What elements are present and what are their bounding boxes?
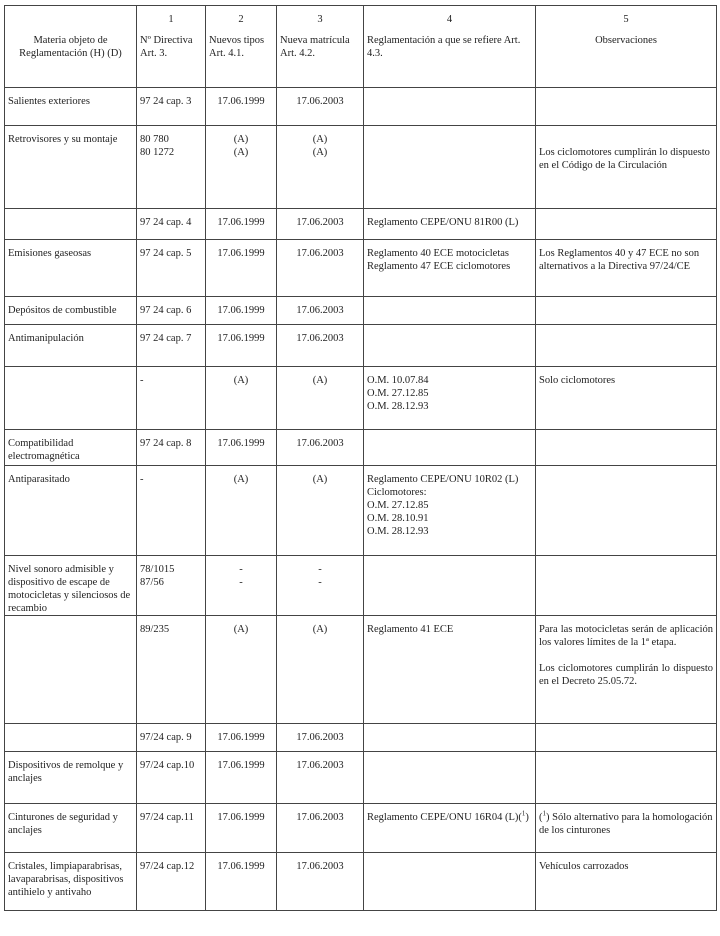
table-row: [5, 297, 717, 325]
materia-label: Antiparasitado: [8, 474, 70, 485]
header-reglamentacion: [364, 6, 536, 88]
header-nueva-matricula: [277, 6, 364, 88]
directiva-line: 80 1272: [140, 147, 175, 158]
table-row: [5, 126, 717, 209]
observaciones-line: [539, 133, 713, 146]
directiva-cell: [137, 556, 206, 616]
materia-cell: [5, 616, 137, 724]
nueva-matricula-cell: [277, 209, 364, 240]
nuevos-tipos-line: 17.06.1999: [217, 248, 265, 259]
nuevos-tipos-line: -: [239, 577, 243, 588]
observaciones-line: [539, 649, 713, 662]
nuevos-tipos-cell: [206, 297, 277, 325]
observaciones-cell: [536, 466, 717, 556]
table-row: [5, 325, 717, 367]
nueva-matricula-line: -: [318, 564, 322, 575]
observaciones-cell: [536, 325, 717, 367]
nuevos-tipos-cell: [206, 88, 277, 126]
materia-cell: [5, 325, 137, 367]
table-row: [5, 466, 717, 556]
reglamentacion-line: Reglamento 41 ECE: [367, 624, 454, 635]
materia-cell: [5, 853, 137, 911]
directiva-line: 87/56: [140, 577, 164, 588]
header-col1-label: Nº Directiva Art. 3.: [140, 35, 193, 59]
nuevos-tipos-line: 17.06.1999: [217, 333, 265, 344]
nueva-matricula-line: (A): [312, 375, 328, 386]
observaciones-line: Los ciclomotores cumplirán lo dispuesto en el Código de la Circulación: [539, 147, 710, 171]
header-observaciones: [536, 6, 717, 88]
nueva-matricula-cell: [277, 616, 364, 724]
reglamentacion-cell: [364, 616, 536, 724]
reglamentacion-cell: [364, 752, 536, 804]
nuevos-tipos-cell: [206, 466, 277, 556]
nueva-matricula-cell: [277, 752, 364, 804]
observaciones-line: ($^1$) Sólo alternativo para la homologación de los cinturones: [539, 809, 713, 836]
nuevos-tipos-cell: [206, 724, 277, 752]
reglamentacion-cell: [364, 853, 536, 911]
table-row: [5, 804, 717, 853]
header-directiva: [137, 6, 206, 88]
nuevos-tipos-cell: [206, 325, 277, 367]
reglamentacion-line: Ciclomotores:: [367, 487, 427, 498]
reglamentacion-cell: [364, 126, 536, 209]
nuevos-tipos-line: (A): [233, 375, 249, 386]
nuevos-tipos-line: -: [239, 564, 243, 575]
directiva-cell: [137, 430, 206, 466]
directiva-line: -: [140, 474, 144, 485]
header-col1-number: 1: [168, 14, 174, 25]
observaciones-line: Solo ciclomotores: [539, 375, 616, 386]
reglamentacion-cell: [364, 430, 536, 466]
nuevos-tipos-line: (A): [233, 134, 249, 145]
nuevos-tipos-line: 17.06.1999: [217, 812, 265, 823]
directiva-line: 97/24 cap.12: [140, 861, 195, 872]
nueva-matricula-cell: [277, 853, 364, 911]
observaciones-cell: [536, 853, 717, 911]
header-col5-number: 5: [623, 14, 629, 25]
directiva-cell: [137, 367, 206, 430]
nueva-matricula-line: 17.06.2003: [296, 333, 344, 344]
nueva-matricula-cell: [277, 430, 364, 466]
materia-cell: [5, 297, 137, 325]
directiva-cell: [137, 752, 206, 804]
table-row: [5, 88, 717, 126]
reglamentacion-line: Reglamento 40 ECE motocicletas: [367, 248, 510, 259]
directiva-line: 97/24 cap.10: [140, 760, 195, 771]
nueva-matricula-line: 17.06.2003: [296, 305, 344, 316]
observaciones-cell: [536, 430, 717, 466]
directiva-cell: [137, 209, 206, 240]
nuevos-tipos-cell: [206, 430, 277, 466]
table-row: [5, 724, 717, 752]
nuevos-tipos-line: (A): [233, 474, 249, 485]
nueva-matricula-line: 17.06.2003: [296, 217, 344, 228]
observaciones-cell: [536, 297, 717, 325]
reglamentacion-line: Reglamento CEPE/ONU 16R04 (L)($^1$): [367, 809, 529, 823]
reglamentacion-line: O.M. 27.12.85: [367, 388, 429, 399]
materia-cell: [5, 126, 137, 209]
observaciones-line: Los ciclomotores cumplirán lo dispuesto en el Decreto 25.05.72.: [539, 663, 713, 687]
materia-label: Cinturones de seguridad y anclajes: [8, 812, 118, 836]
nueva-matricula-cell: [277, 88, 364, 126]
nueva-matricula-line: 17.06.2003: [296, 732, 344, 743]
nuevos-tipos-line: 17.06.1999: [217, 217, 265, 228]
header-col4-number: 4: [446, 14, 453, 25]
observaciones-cell: [536, 724, 717, 752]
directiva-line: 80 780: [140, 134, 169, 145]
nuevos-tipos-cell: [206, 367, 277, 430]
directiva-cell: [137, 466, 206, 556]
directiva-cell: [137, 853, 206, 911]
nueva-matricula-line: (A): [312, 474, 328, 485]
materia-cell: [5, 240, 137, 297]
header-col5-label: Observaciones: [595, 35, 657, 46]
directiva-line: 97 24 cap. 5: [140, 248, 192, 259]
directiva-line: 97 24 cap. 8: [140, 438, 192, 449]
header-col4-label: Reglamentación a que se refiere Art. 4.3.: [367, 35, 521, 59]
table-row: [5, 556, 717, 616]
directiva-cell: [137, 88, 206, 126]
nuevos-tipos-line: 17.06.1999: [217, 861, 265, 872]
materia-cell: [5, 724, 137, 752]
nueva-matricula-line: -: [318, 577, 322, 588]
nueva-matricula-cell: [277, 240, 364, 297]
materia-cell: [5, 804, 137, 853]
nuevos-tipos-line: 17.06.1999: [217, 305, 265, 316]
nueva-matricula-line: 17.06.2003: [296, 96, 344, 107]
materia-cell: [5, 556, 137, 616]
directiva-line: 97 24 cap. 4: [140, 217, 192, 228]
observaciones-line: Para las motocicletas serán de aplicación los valores límites de la 1ª etapa.: [539, 624, 713, 648]
directiva-line: 97 24 cap. 6: [140, 305, 192, 316]
directiva-cell: [137, 804, 206, 853]
materia-label: Retrovisores y su montaje: [8, 134, 118, 145]
nuevos-tipos-cell: [206, 804, 277, 853]
directiva-line: 97 24 cap. 3: [140, 96, 192, 107]
nuevos-tipos-cell: [206, 616, 277, 724]
directiva-line: -: [140, 375, 144, 386]
header-col3-label: Nueva matrícula Art. 4.2.: [280, 35, 350, 59]
reglamentacion-cell: [364, 724, 536, 752]
directiva-line: 97 24 cap. 7: [140, 333, 192, 344]
observaciones-cell: [536, 88, 717, 126]
materia-label: Emisiones gaseosas: [8, 248, 92, 259]
materia-label: Antimanipulación: [8, 333, 84, 344]
nueva-matricula-cell: [277, 367, 364, 430]
nueva-matricula-cell: [277, 724, 364, 752]
nueva-matricula-cell: [277, 297, 364, 325]
nuevos-tipos-line: 17.06.1999: [217, 96, 265, 107]
nuevos-tipos-cell: [206, 126, 277, 209]
nueva-matricula-cell: [277, 804, 364, 853]
materia-label: Cristales, limpiaparabrisas, lavaparabrisas, dispositivos antihielo y antivaho: [8, 861, 124, 898]
reglamentacion-line: Reglamento CEPE/ONU 81R00 (L): [367, 217, 519, 228]
materia-cell: [5, 88, 137, 126]
materia-label: Compatibilidad electromagnética: [8, 438, 80, 462]
materia-cell: [5, 430, 137, 466]
directiva-cell: [137, 297, 206, 325]
materia-label: Dispositivos de remolque y anclajes: [8, 760, 124, 784]
table-row: [5, 240, 717, 297]
table-row: [5, 752, 717, 804]
header-row: [5, 6, 717, 88]
regulation-table: [4, 5, 717, 911]
nuevos-tipos-cell: [206, 853, 277, 911]
nueva-matricula-line: 17.06.2003: [296, 861, 344, 872]
materia-cell: [5, 209, 137, 240]
directiva-cell: [137, 126, 206, 209]
nueva-matricula-cell: [277, 325, 364, 367]
reglamentacion-line: O.M. 10.07.84: [367, 375, 429, 386]
nuevos-tipos-cell: [206, 556, 277, 616]
observaciones-cell: [536, 616, 717, 724]
observaciones-cell: [536, 752, 717, 804]
observaciones-cell: [536, 804, 717, 853]
header-col3-number: 3: [317, 14, 323, 25]
materia-label: Nivel sonoro admisible y dispositivo de escape de motocicletas y silenciosos de recambio: [8, 564, 131, 614]
reglamentacion-line: O.M. 28.12.93: [367, 401, 429, 412]
header-materia-label: Materia objeto de Reglamentación (H) (D): [19, 35, 122, 59]
observaciones-cell: [536, 367, 717, 430]
table-row: [5, 853, 717, 911]
reglamentacion-line: Reglamento CEPE/ONU 10R02 (L): [367, 474, 519, 485]
materia-cell: [5, 367, 137, 430]
header-materia: [5, 6, 137, 88]
nueva-matricula-line: (A): [312, 624, 328, 635]
table-row: [5, 430, 717, 466]
directiva-cell: [137, 325, 206, 367]
reglamentacion-cell: [364, 209, 536, 240]
reglamentacion-cell: [364, 804, 536, 853]
reglamentacion-cell: [364, 88, 536, 126]
observaciones-cell: [536, 240, 717, 297]
directiva-line: 78/1015: [140, 564, 175, 575]
materia-label: Salientes exteriores: [8, 96, 90, 107]
table-body: [5, 88, 717, 911]
reglamentacion-line: O.M. 28.10.91: [367, 513, 429, 524]
nuevos-tipos-line: 17.06.1999: [217, 760, 265, 771]
observaciones-cell: [536, 126, 717, 209]
materia-cell: [5, 752, 137, 804]
observaciones-cell: [536, 556, 717, 616]
directiva-line: 97/24 cap. 9: [140, 732, 192, 743]
nuevos-tipos-line: (A): [233, 624, 249, 635]
header-col2-label: Nuevos tipos Art. 4.1.: [209, 35, 265, 59]
reglamentacion-line: O.M. 28.12.93: [367, 526, 429, 537]
nuevos-tipos-cell: [206, 209, 277, 240]
reglamentacion-line: Reglamento 47 ECE ciclomotores: [367, 261, 511, 272]
nuevos-tipos-cell: [206, 240, 277, 297]
table-row: [5, 367, 717, 430]
nueva-matricula-line: 17.06.2003: [296, 438, 344, 449]
directiva-line: 97/24 cap.11: [140, 812, 194, 823]
materia-cell: [5, 466, 137, 556]
reglamentacion-cell: [364, 367, 536, 430]
observaciones-cell: [536, 209, 717, 240]
observaciones-line: Vehículos carrozados: [539, 861, 629, 872]
reglamentacion-cell: [364, 466, 536, 556]
directiva-cell: [137, 240, 206, 297]
nuevos-tipos-line: 17.06.1999: [217, 732, 265, 743]
nueva-matricula-cell: [277, 126, 364, 209]
nuevos-tipos-line: (A): [233, 147, 249, 158]
reglamentacion-cell: [364, 325, 536, 367]
nueva-matricula-cell: [277, 556, 364, 616]
reglamentacion-line: O.M. 27.12.85: [367, 500, 429, 511]
directiva-line: 89/235: [140, 624, 170, 635]
reglamentacion-cell: [364, 556, 536, 616]
directiva-cell: [137, 724, 206, 752]
reglamentacion-cell: [364, 240, 536, 297]
directiva-cell: [137, 616, 206, 724]
header-nuevos-tipos: [206, 6, 277, 88]
nueva-matricula-line: (A): [312, 134, 328, 145]
observaciones-line: Los Reglamentos 40 y 47 ECE no son alternativos a la Directiva 97/24/CE: [539, 248, 700, 272]
reglamentacion-cell: [364, 297, 536, 325]
table-row: [5, 209, 717, 240]
materia-label: Depósitos de combustible: [8, 305, 117, 316]
header-col2-number: 2: [238, 14, 244, 25]
nueva-matricula-line: 17.06.2003: [296, 248, 344, 259]
nueva-matricula-line: 17.06.2003: [296, 760, 344, 771]
nueva-matricula-cell: [277, 466, 364, 556]
nueva-matricula-line: 17.06.2003: [296, 812, 344, 823]
nueva-matricula-line: (A): [312, 147, 328, 158]
nuevos-tipos-line: 17.06.1999: [217, 438, 265, 449]
nuevos-tipos-cell: [206, 752, 277, 804]
table-row: [5, 616, 717, 724]
